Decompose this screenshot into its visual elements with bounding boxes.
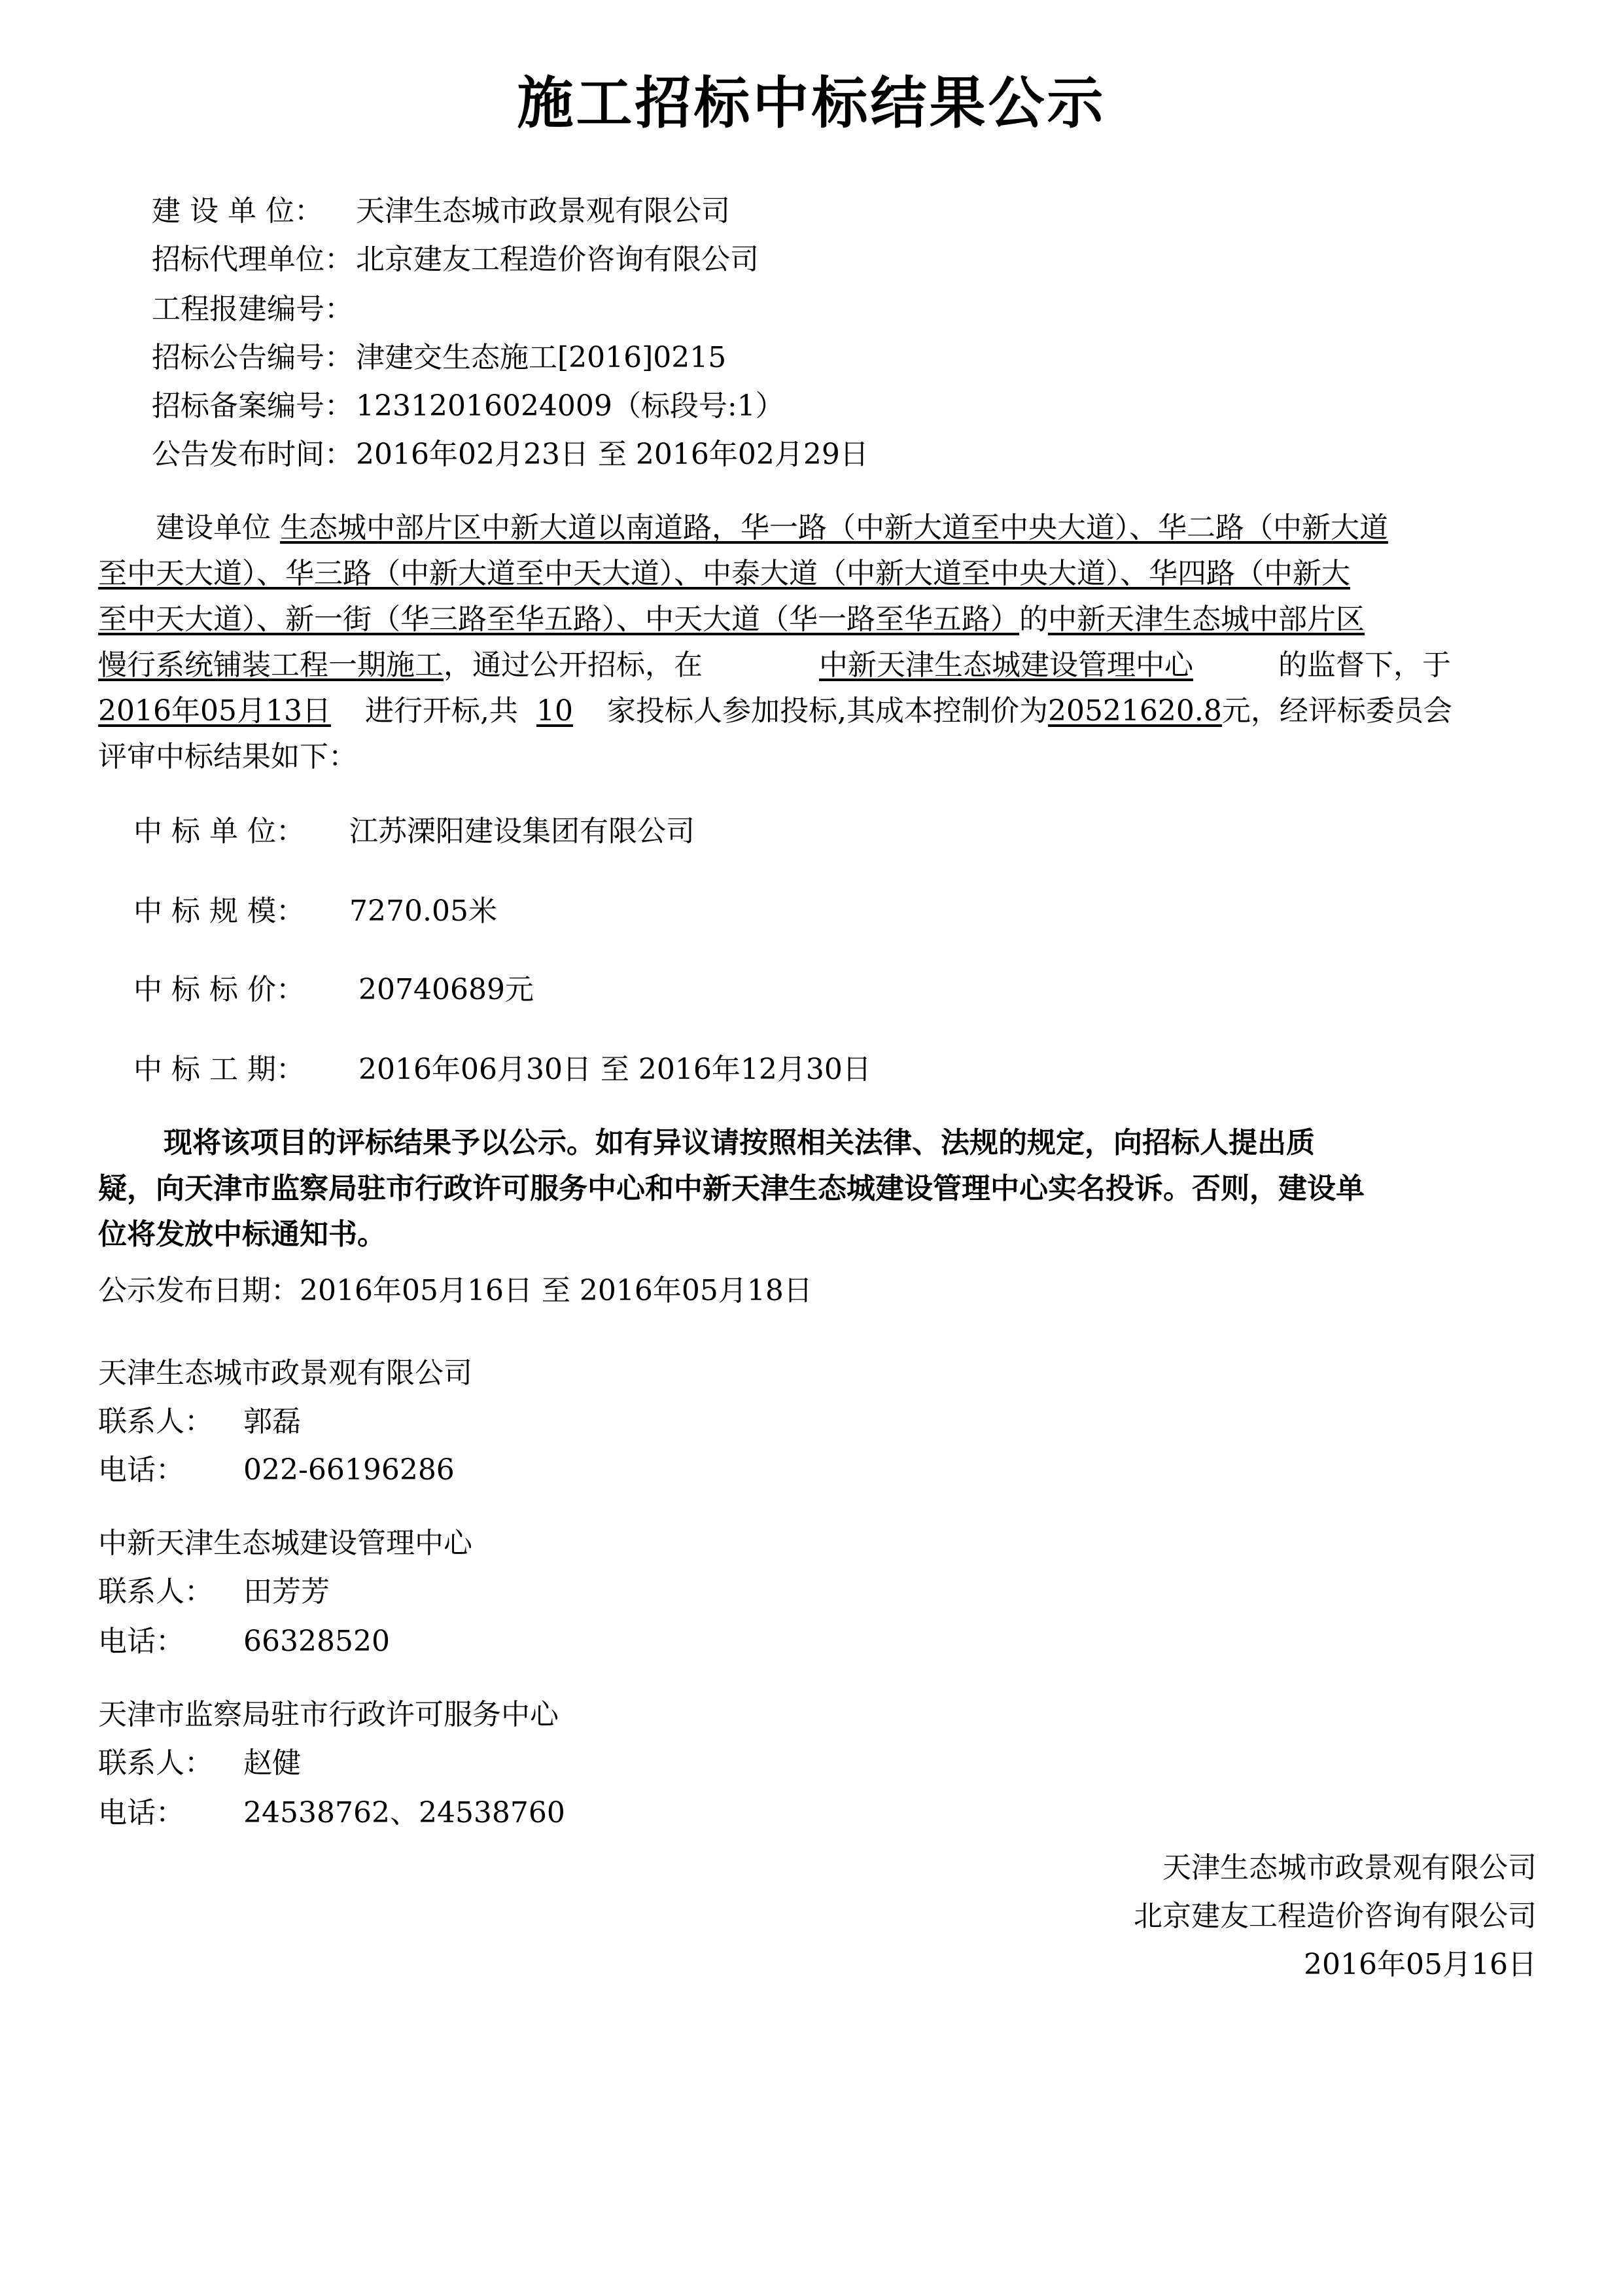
result-price bbox=[133, 974, 534, 1006]
contact-person-row: 联系人： 田芳芳 bbox=[98, 1575, 330, 1608]
opening-date: 2016年05月13日 bbox=[98, 694, 331, 728]
paragraph-line-6: 评审中标结果如下： bbox=[98, 740, 357, 773]
project-name-part: 中新天津生态城中部片区 bbox=[1048, 603, 1365, 636]
meta-value: 12312016024009（标段号:1） bbox=[356, 389, 784, 423]
meta-label: 工程报建编号： bbox=[152, 292, 353, 326]
contact-person: 郭磊 bbox=[243, 1405, 301, 1438]
meta-value: 津建交生态施工[2016]0215 bbox=[356, 341, 727, 374]
result-value: 2016年06月30日 至 2016年12月30日 bbox=[349, 1053, 871, 1086]
signature-org-2: 北京建友工程造价咨询有限公司 bbox=[1134, 1899, 1537, 1933]
paragraph-line-3: 至中天大道）、新一街（华三路至华五路）、中天大道（华一路至华五路）的中新天津生态城中部片区 bbox=[98, 603, 1365, 636]
contact-phone: 66328520 bbox=[243, 1625, 390, 1658]
meta-label: 招标代理单位： bbox=[152, 243, 353, 276]
result-value: 20740689元 bbox=[349, 973, 534, 1006]
meta-value: 北京建友工程造价咨询有限公司 bbox=[356, 243, 759, 276]
result-label: 中 标 单 位： bbox=[133, 815, 305, 848]
supervisor-name: 中新天津生态城建设管理中心 bbox=[819, 648, 1193, 682]
contact-person: 田芳芳 bbox=[243, 1575, 330, 1608]
contact-phone-row: 电话： 022-66196286 bbox=[98, 1453, 455, 1487]
contact-phone-row: 电话： 24538762、24538760 bbox=[98, 1796, 565, 1829]
notice-line-2: 疑，向天津市监察局驻市行政许可服务中心和中新天津生态城建设管理中心实名投诉。否则，建设单 bbox=[98, 1172, 1365, 1205]
signature-date: 2016年05月16日 bbox=[1304, 1948, 1537, 1981]
page-title: 施工招标中标结果公示 bbox=[517, 71, 1106, 136]
project-name-part: 至中天大道）、新一街（华三路至华五路）、中天大道（华一路至华五路） bbox=[98, 603, 1019, 636]
contact-org: 中新天津生态城建设管理中心 bbox=[98, 1527, 472, 1560]
notice-line-3: 位将发放中标通知书。 bbox=[98, 1218, 386, 1251]
paragraph-line-5: 2016年05月13日 进行开标,共 10 家投标人参加投标,其成本控制价为20521620.8元，经评标委员会 bbox=[98, 694, 1452, 728]
meta-label: 招标公告编号： bbox=[152, 341, 353, 374]
contact-phone: 24538762、24538760 bbox=[243, 1796, 565, 1829]
result-value: 江苏溧阳建设集团有限公司 bbox=[349, 815, 695, 848]
result-scale bbox=[133, 895, 497, 928]
contact-phone: 022-66196286 bbox=[243, 1453, 455, 1487]
meta-label: 公告发布时间： bbox=[152, 438, 353, 471]
paragraph-line-1: 建设单位 生态城中部片区中新大道以南道路，华一路（中新大道至中央大道）、华二路（中新大道 bbox=[156, 511, 1388, 544]
contact-org: 天津生态城市政景观有限公司 bbox=[98, 1356, 472, 1390]
meta-label: 招标备案编号： bbox=[152, 389, 353, 423]
cost-control-price: 20521620.8 bbox=[1047, 694, 1222, 728]
bidder-count: 10 bbox=[536, 694, 573, 728]
contact-person-row: 联系人： 郭磊 bbox=[98, 1405, 301, 1438]
meta-row-record-number bbox=[152, 390, 784, 423]
result-value: 7270.05米 bbox=[349, 894, 497, 928]
result-winner bbox=[133, 815, 695, 848]
meta-value: 天津生态城市政景观有限公司 bbox=[356, 194, 730, 228]
project-name-part: 生态城中部片区中新大道以南道路，华一路（中新大道至中央大道）、华二路（中新大道 bbox=[280, 511, 1388, 544]
contact-phone-row: 电话： 66328520 bbox=[98, 1625, 390, 1658]
meta-row-agent bbox=[152, 243, 759, 276]
publish-date: 公示发布日期：2016年05月16日 至 2016年05月18日 bbox=[98, 1274, 812, 1307]
meta-row-announcement-number bbox=[152, 342, 726, 374]
contact-person-row: 联系人： 赵健 bbox=[98, 1746, 301, 1780]
project-name-part: 慢行系统铺装工程一期施工 bbox=[98, 648, 444, 682]
meta-value: 2016年02月23日 至 2016年02月29日 bbox=[356, 438, 869, 471]
meta-label: 建 设 单 位： bbox=[152, 194, 323, 228]
result-period bbox=[133, 1053, 871, 1086]
project-name-part: 至中天大道）、华三路（中新大道至中天大道）、中泰大道（中新大道至中央大道）、华四路（中新大 bbox=[98, 557, 1350, 590]
result-label: 中 标 标 价： bbox=[133, 973, 305, 1006]
result-label: 中 标 工 期： bbox=[133, 1053, 305, 1086]
contact-person: 赵健 bbox=[243, 1746, 301, 1780]
paragraph-line-4: 慢行系统铺装工程一期施工，通过公开招标，在 中新天津生态城建设管理中心 的监督下，于 bbox=[98, 648, 1451, 682]
paragraph-line-2 bbox=[98, 557, 1350, 590]
contact-org: 天津市监察局驻市行政许可服务中心 bbox=[98, 1698, 559, 1731]
notice-line-1: 现将该项目的评标结果予以公示。如有异议请按照相关法律、法规的规定，向招标人提出质 bbox=[164, 1126, 1315, 1159]
result-label: 中 标 规 模： bbox=[133, 894, 305, 928]
signature-org-1: 天津生态城市政景观有限公司 bbox=[1162, 1851, 1537, 1884]
meta-row-builder bbox=[152, 195, 730, 228]
meta-row-project-number bbox=[152, 293, 356, 326]
meta-row-publish-time bbox=[152, 438, 869, 471]
